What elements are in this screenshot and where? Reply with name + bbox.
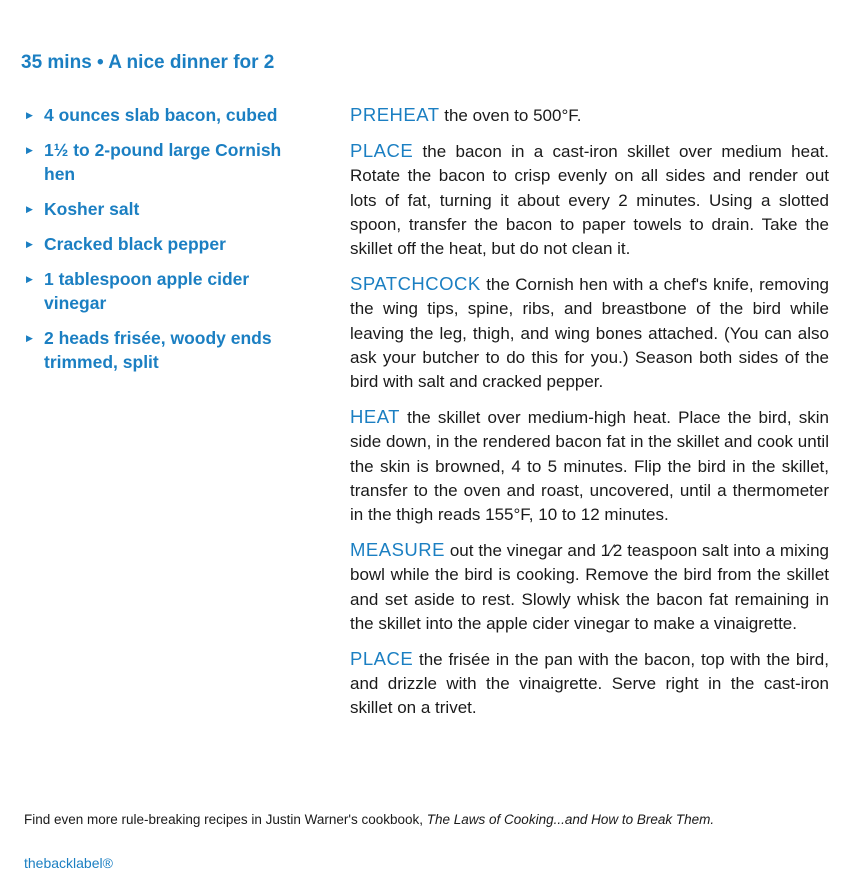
instruction-step [350, 103, 829, 128]
recipe-headline: 35 mins • A nice dinner for 2 [21, 52, 275, 73]
triangle-right-icon: ▶ [26, 110, 33, 120]
step-verb: HEAT [350, 406, 400, 428]
triangle-right-icon: ▶ [26, 145, 33, 155]
instruction-step [350, 139, 829, 261]
footnote-lead: Find even more rule-breaking recipes in Justin Warner's cookbook, [24, 812, 427, 827]
ingredient-text: 1 tablespoon apple cider vinegar [44, 269, 250, 313]
instruction-step [350, 405, 829, 527]
step-verb: SPATCHCOCK [350, 273, 481, 295]
step-verb: PREHEAT [350, 104, 440, 125]
step-text: the Cornish hen with a chef's knife, removing the wing tips, spine, ribs, and breastbone of the bird while leaving the leg, thigh, and wing bones attached. (You can also ask your butcher to do this for you.) Season both sides of the bird with salt and cracked pepper. [350, 275, 829, 392]
cookbook-footnote [24, 812, 714, 827]
ingredient-item [24, 326, 314, 374]
triangle-right-icon: ▶ [26, 204, 33, 214]
step-verb: PLACE [350, 140, 414, 162]
ingredient-text: 1½ to 2-pound large Cornish hen [44, 140, 282, 184]
step-verb: MEASURE [350, 539, 445, 561]
instruction-step [350, 538, 829, 636]
cookbook-title: The Laws of Cooking...and How to Break Them. [426, 812, 715, 827]
ingredient-text: 4 ounces slab bacon, cubed [44, 105, 278, 125]
step-text: the oven to 500°F. [439, 106, 582, 125]
ingredient-item [24, 197, 314, 221]
ingredient-text: Kosher salt [44, 199, 140, 219]
step-text: the bacon in a cast-iron skillet over medium heat. Rotate the bacon to crisp evenly on all sides and render out lots of fat, turning it about every 2 minutes. Using a slotted spoon, transfer the bacon to paper towels to drain. Take the skillet off the heat, but do not clean it. [350, 142, 829, 259]
ingredient-item [24, 267, 314, 315]
ingredient-text: Cracked black pepper [44, 234, 226, 254]
step-text: out the vinegar and 1⁄2 teaspoon salt into a mixing bowl while the bird is cooking. Remove the bird from the skillet and set aside to rest. Slowly whisk the bacon fat remaining in the skillet into the apple cider vinegar to make a vinaigrette. [350, 541, 829, 633]
brand-logo-text: thebacklabel® [24, 855, 113, 871]
step-verb: PLACE [350, 648, 414, 670]
ingredient-item [24, 103, 314, 127]
instruction-step [350, 272, 829, 394]
triangle-right-icon: ▶ [26, 333, 33, 343]
step-text: the skillet over medium-high heat. Place the bird, skin side down, in the rendered bacon fat in the skillet and cook until the skin is browned, 4 to 5 minutes. Flip the bird in the skillet, transfer to the oven and roast, uncovered, until a thermometer in the thigh reads 155°F, 10 to 12 minutes. [350, 408, 829, 525]
step-text: the frisée in the pan with the bacon, top with the bird, and drizzle with the vinaigrette. Serve right in the cast-iron skillet on a trivet. [350, 650, 829, 718]
ingredient-text: 2 heads frisée, woody ends trimmed, split [44, 328, 272, 372]
instruction-steps [350, 103, 829, 732]
instruction-step [350, 647, 829, 721]
ingredient-item [24, 138, 314, 186]
triangle-right-icon: ▶ [26, 274, 33, 284]
triangle-right-icon: ▶ [26, 239, 33, 249]
ingredient-item [24, 232, 314, 256]
ingredient-list [24, 103, 314, 385]
